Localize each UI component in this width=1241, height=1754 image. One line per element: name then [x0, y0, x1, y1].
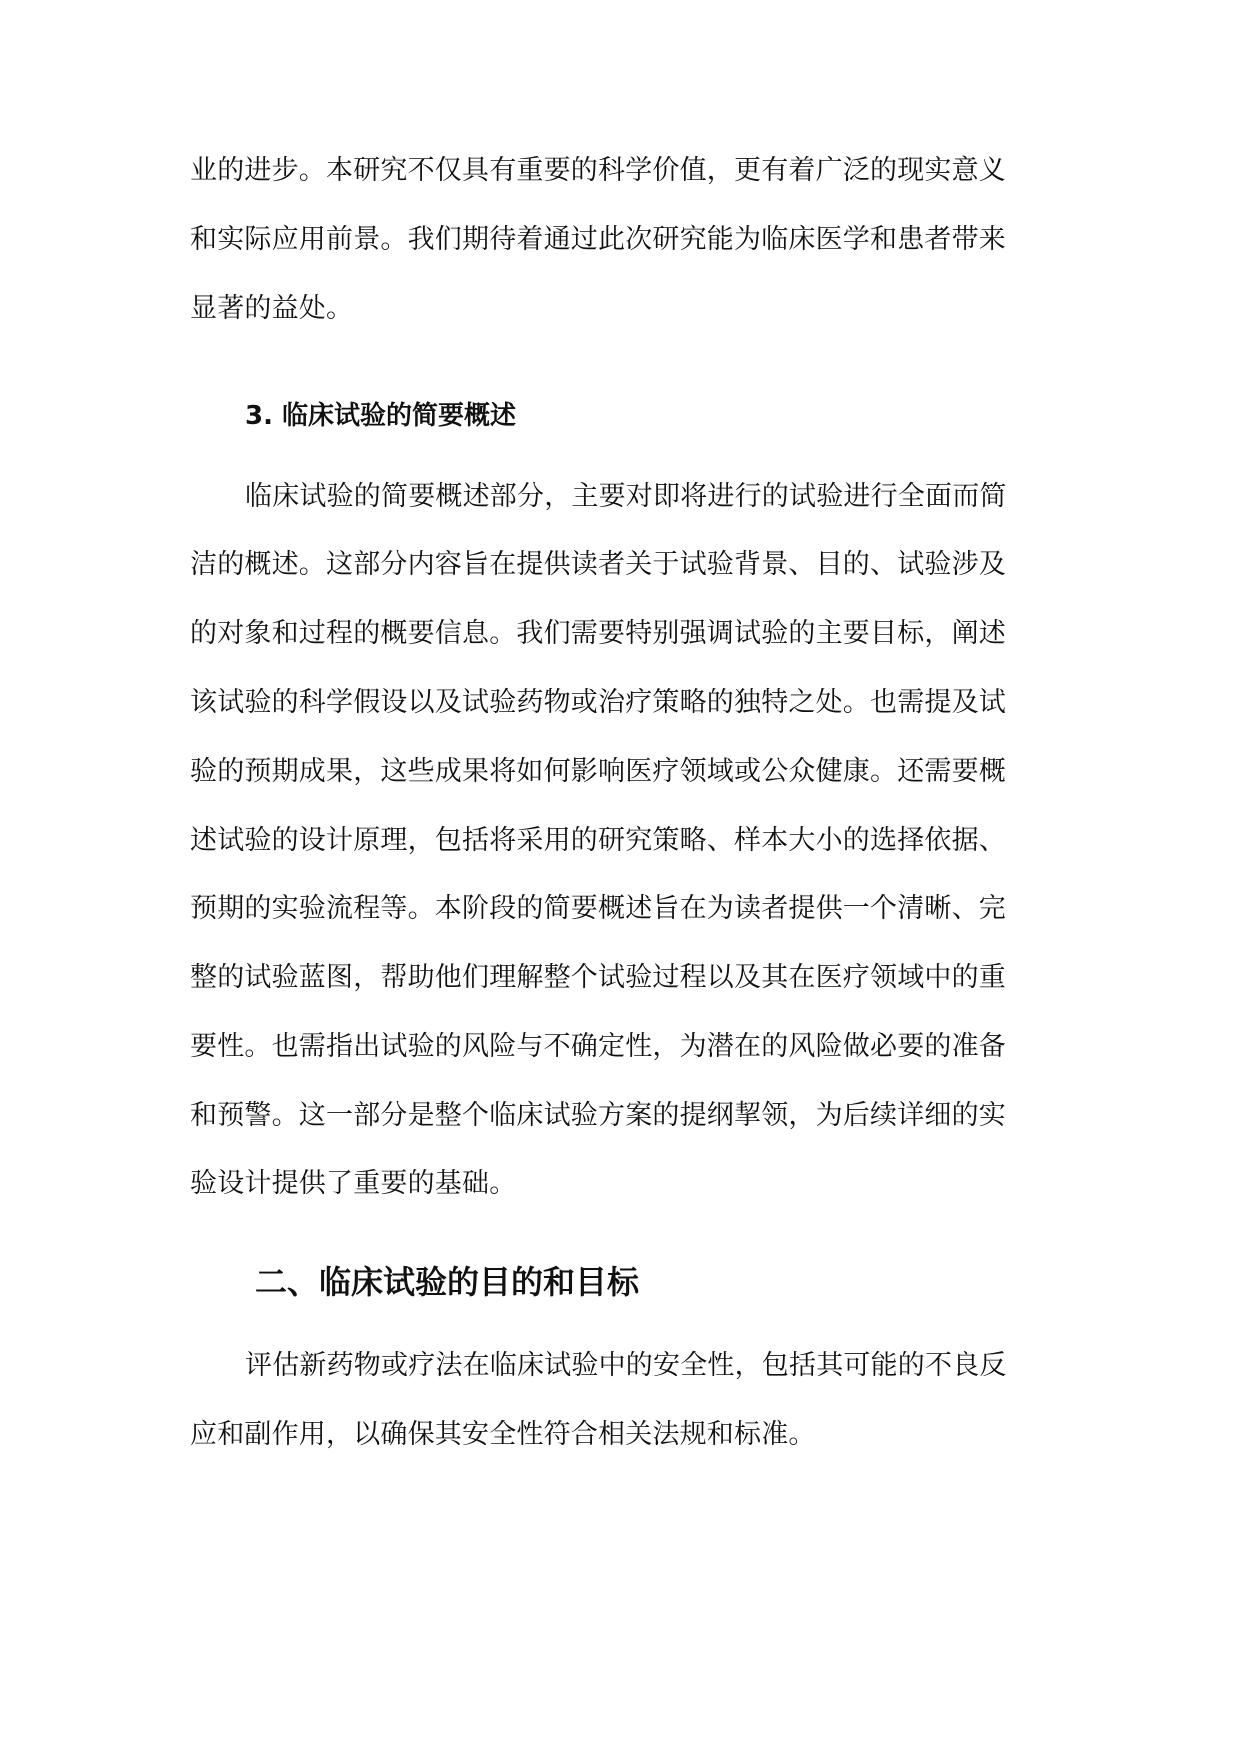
- paragraph-line: 验设计提供了重要的基础。: [190, 1168, 517, 1199]
- paragraph-line: 要性。也需指出试验的风险与不确定性，为潜在的风险做必要的准备: [190, 1031, 1006, 1062]
- paragraph-line: 和预警。这一部分是整个临床试验方案的提纲挈领，为后续详细的实: [190, 1100, 1006, 1131]
- paragraph-line: 预期的实验流程等。本阶段的简要概述旨在为读者提供一个清晰、完: [190, 893, 1006, 924]
- paragraph-line: 整的试验蓝图，帮助他们理解整个试验过程以及其在医疗领域中的重: [190, 962, 1006, 993]
- section-heading: 3. 临床试验的简要概述: [245, 401, 517, 431]
- paragraph-line: 述试验的设计原理，包括将采用的研究策略、样本大小的选择依据、: [190, 825, 1006, 856]
- paragraph-line: 应和副作用，以确保其安全性符合相关法规和标准。: [190, 1419, 816, 1450]
- paragraph-line: 和实际应用前景。我们期待着通过此次研究能为临床医学和患者带来: [190, 224, 1006, 255]
- paragraph-line: 临床试验的简要概述部分，主要对即将进行的试验进行全面而简: [245, 481, 1007, 512]
- paragraph-line: 显著的益处。: [190, 293, 354, 324]
- paragraph-line: 业的进步。本研究不仅具有重要的科学价值，更有着广泛的现实意义: [190, 155, 1006, 186]
- chapter-heading: 二、临床试验的目的和目标: [255, 1263, 640, 1301]
- paragraph-line: 该试验的科学假设以及试验药物或治疗策略的独特之处。也需提及试: [190, 687, 1006, 718]
- paragraph-line: 评估新药物或疗法在临床试验中的安全性，包括其可能的不良反: [245, 1350, 1007, 1381]
- paragraph-line: 的对象和过程的概要信息。我们需要特别强调试验的主要目标，阐述: [190, 618, 1006, 649]
- paragraph-line: 验的预期成果，这些成果将如何影响医疗领域或公众健康。还需要概: [190, 756, 1006, 787]
- paragraph-line: 洁的概述。这部分内容旨在提供读者关于试验背景、目的、试验涉及: [190, 549, 1006, 580]
